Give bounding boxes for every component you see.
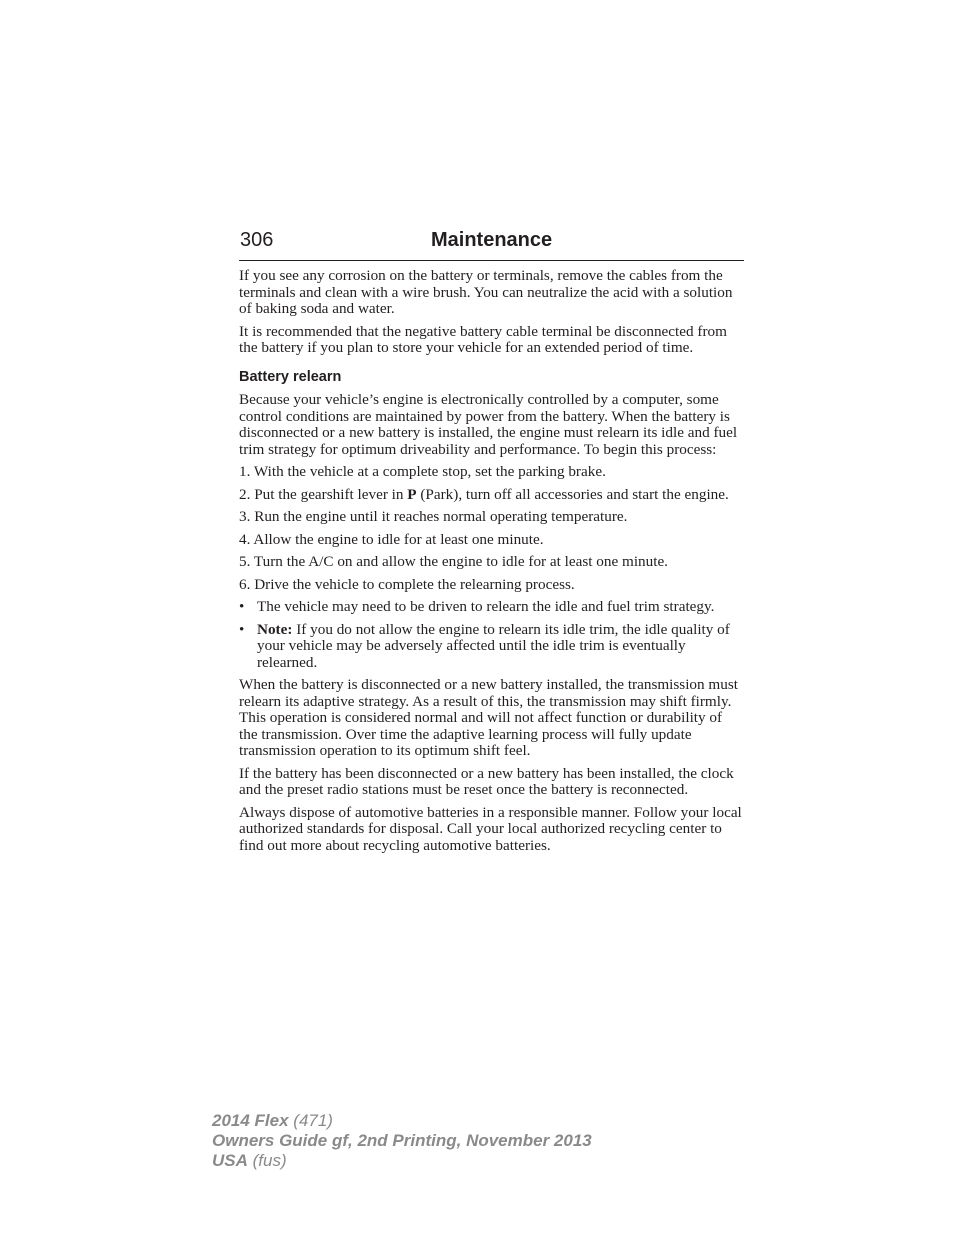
step-4: 4. Allow the engine to idle for at least one minute. bbox=[239, 530, 544, 548]
step-2 bbox=[239, 487, 744, 504]
paragraph-transmission: When the battery is disconnected or a new battery installed, the transmission must relearn its adaptive strategy. As a result of this, the transmission may shift firmly. This operation is considered normal and will not affect function or durability of the transmission. Over time the adaptive learning process will fully update transmission operation to its optimum shift feel. bbox=[239, 676, 738, 759]
paragraph-intro: Because your vehicle’s engine is electronically controlled by a computer, some control conditions are maintained by power from the battery. When the battery is disconnected or a new battery is installed, the engine must relearn its idle and fuel trim strategy for optimum driveability and performance. To begin this process: bbox=[239, 391, 738, 458]
step-6: 6. Drive the vehicle to complete the relearning process. bbox=[239, 575, 575, 593]
paragraph-corrosion: If you see any corrosion on the battery or terminals, remove the cables from the terminals and clean with a wire brush. You can neutralize the acid with a solution of baking soda and water. bbox=[239, 267, 733, 317]
note-text: If you do not allow the engine to relearn its idle trim, the idle quality of your vehicle may be adversely affected until the idle trim is eventually relearned. bbox=[257, 620, 730, 671]
footer-model: 2014 Flex bbox=[212, 1111, 289, 1130]
footer-model-line bbox=[212, 1111, 592, 1131]
step-3: 3. Run the engine until it reaches normal operating temperature. bbox=[239, 508, 628, 525]
footer-region: USA bbox=[212, 1151, 248, 1170]
step-1: 1. With the vehicle at a complete stop, set the parking brake. bbox=[239, 463, 606, 480]
park-letter: P bbox=[407, 485, 417, 503]
footer-region-line bbox=[212, 1151, 592, 1171]
footer-model-code: (471) bbox=[288, 1111, 333, 1130]
bullet-item bbox=[239, 599, 744, 616]
bullet-text bbox=[257, 622, 744, 672]
footer-guide: Owners Guide gf, 2nd Printing, November 2013 bbox=[212, 1131, 592, 1150]
step-2-rest: (Park), turn off all accessories and start the engine. bbox=[416, 485, 729, 503]
page-footer bbox=[212, 1111, 592, 1171]
bullet-dot-icon: • bbox=[239, 598, 245, 615]
page-number: 306 bbox=[240, 229, 274, 251]
step-5: 5. Turn the A/C on and allow the engine to idle for at least one minute. bbox=[239, 553, 668, 570]
footer-region-code: (fus) bbox=[247, 1151, 287, 1170]
page-content bbox=[239, 268, 744, 860]
subheading-battery-relearn: Battery relearn bbox=[239, 368, 342, 385]
paragraph-clock-radio: If the battery has been disconnected or a new battery has been installed, the clock and the preset radio stations must be reset once the battery is reconnected. bbox=[239, 764, 734, 798]
section-title: Maintenance bbox=[431, 229, 553, 251]
bullet-text: The vehicle may need to be driven to relearn the idle and fuel trim strategy. bbox=[257, 598, 715, 615]
bullet-dot-icon: • bbox=[239, 620, 245, 638]
paragraph-storage: It is recommended that the negative battery cable terminal be disconnected from the battery if you plan to store your vehicle for an extended period of time. bbox=[239, 322, 727, 356]
note-label: Note: bbox=[257, 620, 293, 638]
step-2-text: 2. Put the gearshift lever in bbox=[239, 485, 408, 503]
bullet-item-note bbox=[239, 622, 744, 672]
page-header bbox=[239, 228, 744, 261]
paragraph-dispose: Always dispose of automotive batteries in a responsible manner. Follow your local authorized standards for disposal. Call your local authorized recycling center to find out more about recycling automotive batteries. bbox=[239, 803, 742, 854]
